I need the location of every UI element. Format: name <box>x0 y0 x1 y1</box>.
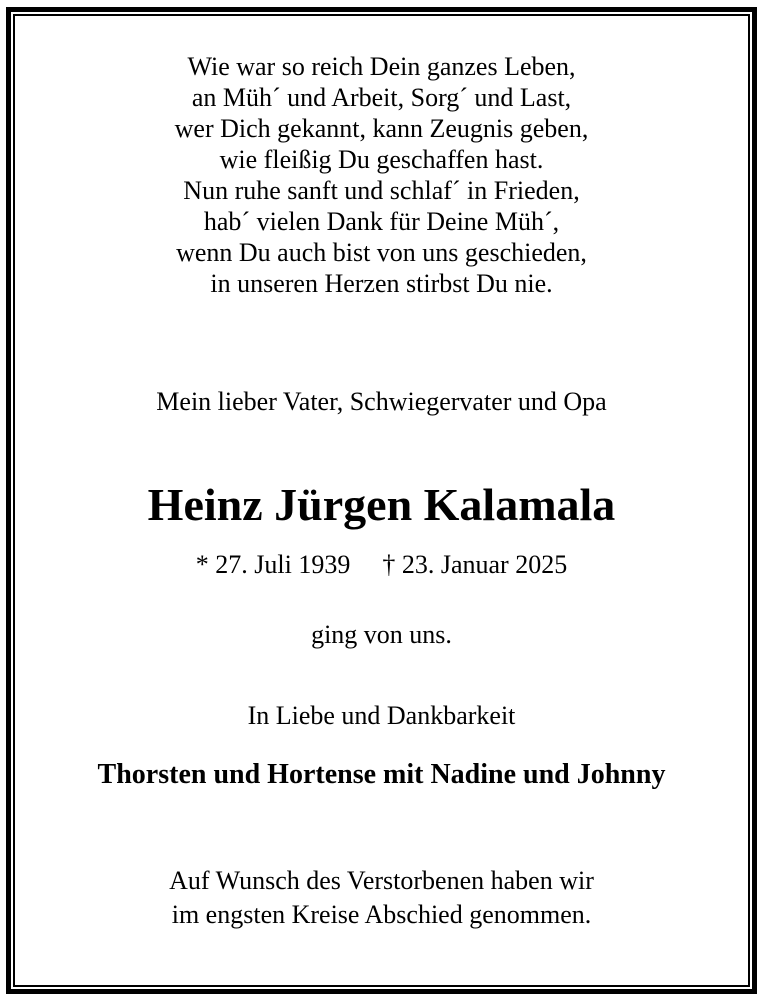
deceased-name: Heinz Jürgen Kalamala <box>147 479 616 530</box>
poem-line: Wie war so reich Dein ganzes Leben, <box>187 52 576 81</box>
family-names: Thorsten und Hortense mit Nadine und Johnny <box>97 759 666 790</box>
notice-line: Auf Wunsch des Verstorbenen haben wir <box>169 866 594 895</box>
intro-text: Mein lieber Vater, Schwiegervater und Opa <box>156 387 607 416</box>
poem-line: in unseren Herzen stirbst Du nie. <box>210 269 553 298</box>
poem-line: an Müh´ und Arbeit, Sorg´ und Last, <box>191 83 572 112</box>
death-date: † 23. Januar 2025 <box>382 550 568 579</box>
passed-away-text: ging von uns. <box>311 620 452 649</box>
poem-line: Nun ruhe sanft und schlaf´ in Frieden, <box>183 176 580 205</box>
poem-line: wenn Du auch bist von uns geschieden, <box>176 238 587 267</box>
poem-line: hab´ vielen Dank für Deine Müh´, <box>203 207 560 236</box>
notice-line: im engsten Kreise Abschied genommen. <box>171 900 592 929</box>
obituary-notice <box>13 14 750 987</box>
birth-date: * 27. Juli 1939 <box>195 550 351 579</box>
closing-sentiment: In Liebe und Dankbarkeit <box>247 701 516 730</box>
poem-line: wie fleißig Du geschaffen hast. <box>219 145 544 174</box>
poem-line: wer Dich gekannt, kann Zeugnis geben, <box>174 114 589 143</box>
life-dates <box>13 550 750 580</box>
